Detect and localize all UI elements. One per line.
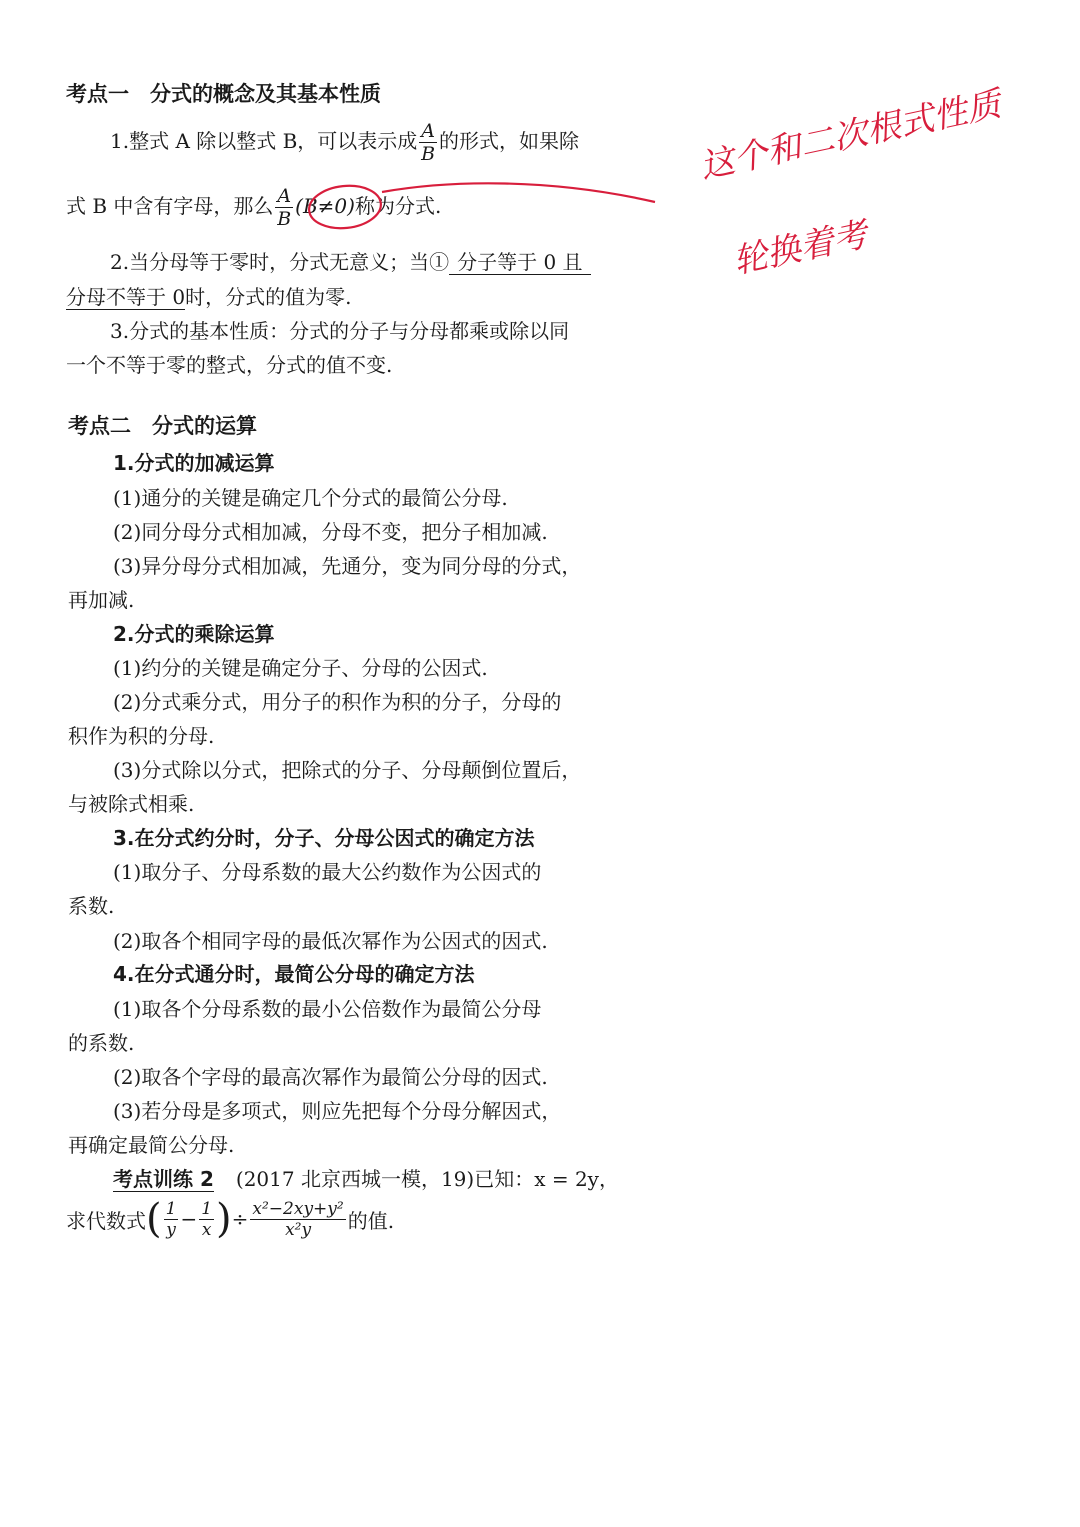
red-annotation-marks [300,130,680,240]
item1-text-c: 式 B 中含有字母，那么 [66,194,274,218]
condition-b-not-zero: (B≠0) [295,194,355,218]
sub4-title: 4.在分式通分时，最简公分母的确定方法 [113,962,475,986]
red-pointer-line [382,183,655,202]
f2-numerator: 1 [201,1198,213,1219]
sub2-p2-line1: (2)分式乘分式，用分子的积作为积的分子，分母的 [113,690,562,714]
f2-denominator: x [201,1219,212,1240]
frac-numerator-2: A [277,185,292,207]
sub2-p3-line2: 与被除式相乘. [68,792,195,816]
sub3-p2: (2)取各个相同字母的最低次幂作为公因式的因式. [113,929,548,953]
sub2-p3-line1: (3)分式除以分式，把除式的分子、分母颠倒位置后， [113,758,582,782]
minus-sign: − [180,1207,198,1231]
item1-text-b: 的形式，如果除 [439,129,580,153]
sub2-p1: (1)约分的关键是确定分子、分母的公因式. [113,656,488,680]
exercise-expression [66,1196,394,1242]
f1-denominator: y [166,1219,176,1240]
fraction-polynomial [250,1199,345,1240]
fraction-1-over-x [199,1199,214,1240]
sub4-p1-line2: 的系数. [68,1031,135,1055]
sub1-title: 1.分式的加减运算 [113,451,275,475]
f3-numerator: x²−2xy+y² [252,1198,344,1219]
section1-item3-line2: 一个不等于零的整式，分式的值不变. [66,353,393,377]
frac-denominator-2: B [277,208,292,230]
item2-text-b: 时，分式的值为零. [185,285,352,309]
sub4-p1-line1: (1)取各个分母系数的最小公倍数作为最简公分母 [113,997,542,1021]
fraction-a-over-b-2 [275,185,293,230]
expression-prefix: 求代数式 [66,1208,146,1233]
f3-denominator: x²y [285,1219,312,1240]
sub1-p3-line1: (3)异分母分式相加减，先通分，变为同分母的分式， [113,554,582,578]
exercise-label: 考点训练 2 [113,1167,214,1191]
handwritten-note-line1: 这个和二次根式性质 [696,84,1005,187]
sub3-p1-line2: 系数. [68,894,115,918]
sub4-p2: (2)取各个字母的最高次幂作为最简公分母的因式. [113,1065,548,1089]
exercise-line1 [113,1163,619,1192]
section1-item3-line1: 3.分式的基本性质：分式的分子与分母都乘或除以同 [110,319,570,343]
sub2-title: 2.分式的乘除运算 [113,622,275,646]
item1-text-d: 称为分式. [354,194,442,218]
item2-answer-blank-1: 分子等于 0 且 [449,250,590,275]
sub2-p2-line2: 积作为积的分母. [68,724,215,748]
frac-denominator: B [421,143,436,165]
sub1-p2: (2)同分母分式相加减，分母不变，把分子相加减. [113,520,548,544]
item1-text-a: 1.整式 A 除以整式 B，可以表示成 [110,129,418,153]
left-paren: ( [146,1196,162,1242]
item2-text-a: 2.当分母等于零时，分式无意义；当① [110,250,450,274]
handwritten-note-line2: 轮换着考 [729,214,872,282]
red-circle-mark [307,182,383,231]
sub1-p1: (1)通分的关键是确定几个分式的最简公分母. [113,486,508,510]
exercise-source: (2017 北京西城一模，19)已知：x = 2y， [235,1167,619,1191]
fraction-1-over-y [164,1199,179,1240]
divide-sign: ÷ [231,1207,249,1231]
section1-item2-line1 [110,246,591,275]
right-paren: ) [216,1196,232,1242]
expression-suffix: 的值. [347,1208,395,1233]
sub4-p3-line2: 再确定最简公分母. [68,1133,235,1157]
sub4-p3-line1: (3)若分母是多项式，则应先把每个分母分解因式， [113,1099,562,1123]
frac-numerator: A [421,120,436,142]
item2-answer-blank-2: 分母不等于 0 [66,285,186,309]
sub3-p1-line1: (1)取分子、分母系数的最大公约数作为公因式的 [113,860,542,884]
section1-item2-line2 [66,281,351,310]
section2-heading: 考点二 分式的运算 [68,414,257,438]
sub1-p3-line2: 再加减. [68,588,135,612]
f1-numerator: 1 [165,1198,177,1219]
section1-heading: 考点一 分式的概念及其基本性质 [66,82,381,106]
sub3-title: 3.在分式约分时，分子、分母公因式的确定方法 [113,826,535,850]
